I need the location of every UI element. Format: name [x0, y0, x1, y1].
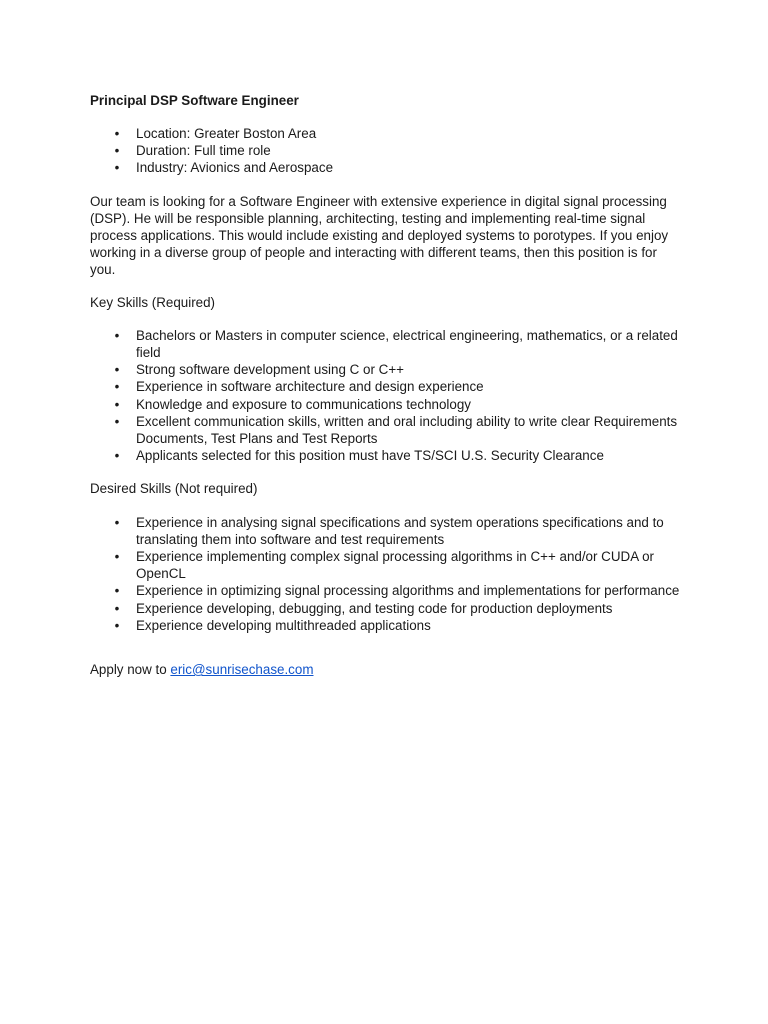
list-item	[90, 159, 690, 176]
detail-industry: Industry: Avionics and Aerospace	[136, 160, 334, 176]
bullet-icon: •	[114, 396, 120, 412]
desired-skill: Experience implementing complex signal processing algorithms in C++ and/or CUDA or OpenCL	[136, 549, 655, 582]
required-skills-heading: Key Skills (Required)	[90, 294, 216, 310]
required-skill: Excellent communication skills, written and oral including ability to write clear Requirements Documents, Test Plans and Test Reports	[136, 413, 678, 447]
bullet-icon: •	[114, 160, 120, 176]
list-item	[90, 378, 690, 395]
desired-skill: Experience in optimizing signal processing algorithms and implementations for performance	[136, 583, 680, 599]
intro-paragraph: Our team is looking for a Software Engineer with extensive experience in digital signal processing (DSP). He will be responsible planning, architecting, testing and implementing real-time signal process applications. This would include existing and deployed systems to porotypes. If you enjoy working in a diverse group of people and interacting with different teams, then this position is for you.	[90, 193, 669, 278]
desired-skill: Experience developing, debugging, and testing code for production deployments	[136, 600, 613, 616]
desired-skill: Experience developing multithreaded applications	[136, 617, 431, 633]
list-item	[90, 327, 690, 361]
bullet-icon: •	[114, 617, 120, 633]
list-item	[90, 361, 690, 378]
list-item	[90, 548, 690, 582]
bullet-icon: •	[114, 413, 120, 429]
required-skill: Strong software development using C or C++	[136, 362, 404, 378]
list-item	[90, 125, 690, 142]
bullet-icon: •	[114, 327, 120, 343]
list-item	[90, 617, 690, 634]
apply-line	[90, 661, 690, 678]
desired-skills-list	[90, 514, 690, 634]
list-item	[90, 582, 690, 599]
bullet-icon: •	[114, 379, 120, 395]
detail-location: Location: Greater Boston Area	[136, 126, 317, 141]
bullet-icon: •	[114, 549, 120, 565]
bullet-icon: •	[114, 514, 120, 530]
bullet-icon: •	[114, 143, 120, 159]
list-item	[90, 413, 690, 447]
required-skill: Knowledge and exposure to communications technology	[136, 396, 471, 412]
bullet-icon: •	[114, 126, 120, 141]
desired-skill: Experience in analysing signal specifications and system operations specifications and to translating them into software and test requirements	[136, 514, 664, 547]
apply-prefix: Apply now to	[90, 662, 171, 678]
job-title: Principal DSP Software Engineer	[90, 93, 299, 108]
list-item	[90, 600, 690, 617]
bullet-icon: •	[114, 362, 120, 378]
apply-email-link[interactable]: eric@sunrisechase.com	[170, 662, 314, 678]
list-item	[90, 396, 690, 413]
list-item	[90, 514, 690, 548]
required-skill: Applicants selected for this position must have TS/SCI U.S. Security Clearance	[136, 448, 604, 464]
list-item	[90, 447, 690, 464]
bullet-icon: •	[114, 600, 120, 616]
bullet-icon: •	[114, 448, 120, 464]
required-skill: Bachelors or Masters in computer science, electrical engineering, mathematics, or a related field	[136, 327, 678, 361]
job-details-list	[90, 125, 690, 177]
required-skills-list	[90, 327, 690, 465]
bullet-icon: •	[114, 583, 120, 599]
required-skill: Experience in software architecture and design experience	[136, 379, 484, 395]
job-posting	[90, 92, 690, 678]
detail-duration: Duration: Full time role	[136, 143, 271, 159]
desired-skills-heading: Desired Skills (Not required)	[90, 481, 258, 497]
list-item	[90, 142, 690, 159]
